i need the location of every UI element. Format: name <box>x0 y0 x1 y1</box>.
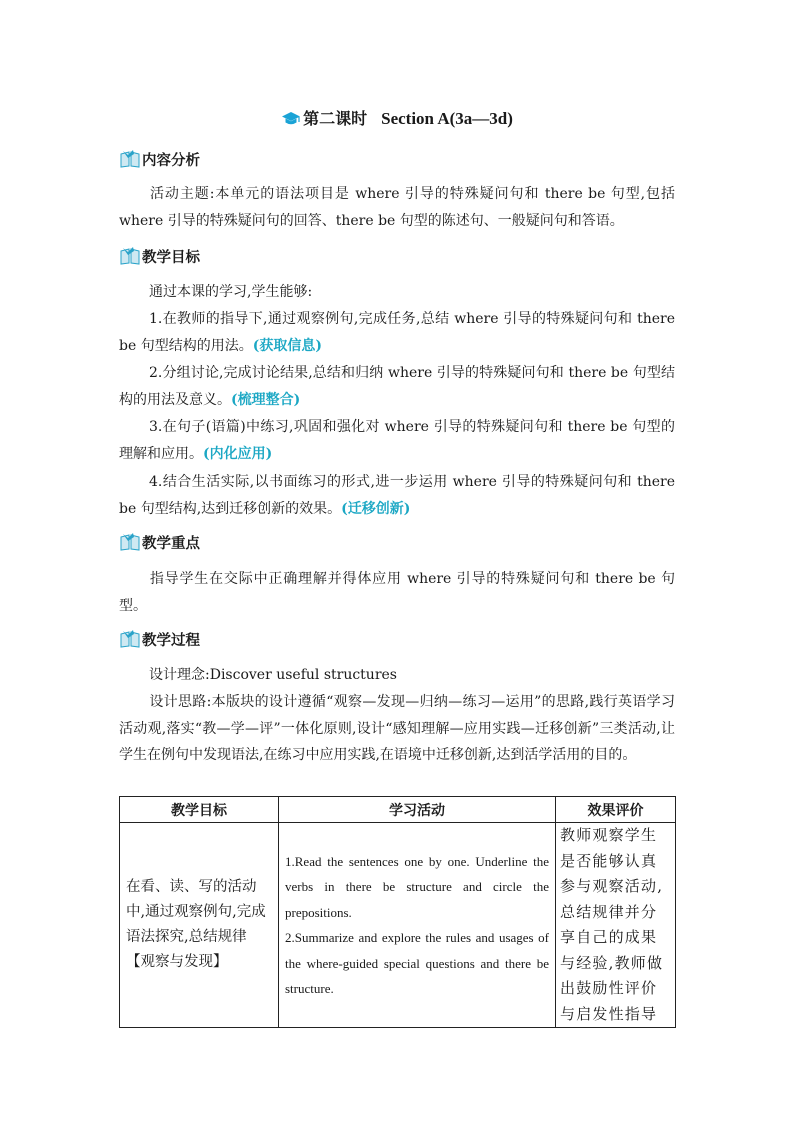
content-analysis-heading <box>120 148 200 170</box>
activity-step-1: 1.Read the sentences one by one. Underline the verbs in there be structure and circle the prepositions. <box>285 853 549 920</box>
goal-tag: (内化应用) <box>203 445 273 462</box>
goal-item-4 <box>119 469 675 522</box>
teaching-goals-heading <box>120 245 200 267</box>
goal-text: 3.在句子(语篇)中练习,巩固和强化对 where 引导的特殊疑问句和 there be 句型的理解和应用。 <box>119 419 675 462</box>
heading-label: 教学重点 <box>142 534 200 552</box>
key-points-text <box>119 566 675 619</box>
goal-text: 1.在教师的指导下,通过观察例句,完成任务,总结 where 引导的特殊疑问句和 there be 句型结构的用法。 <box>119 311 675 354</box>
table-header-row <box>120 797 676 823</box>
book-icon <box>120 247 140 265</box>
design-idea <box>119 689 675 769</box>
header-evaluation: 效果评价 <box>556 797 676 823</box>
heading-label: 内容分析 <box>142 151 200 169</box>
book-icon <box>120 150 140 168</box>
paragraph-text: 设计理念:Discover useful structures <box>149 667 397 683</box>
header-goal: 教学目标 <box>120 797 279 823</box>
graduation-cap-icon <box>281 111 301 127</box>
design-concept <box>119 662 675 689</box>
cell-goal: 在看、读、写的活动中,通过观察例句,完成语法探究,总结规律【观察与发现】 <box>120 823 279 1028</box>
process-heading <box>120 628 200 650</box>
goal-item-3 <box>119 414 675 467</box>
goal-tag: (梳理整合) <box>231 391 301 408</box>
paragraph-text: 设计思路:本版块的设计遵循“观察—发现—归纳—练习—运用”的思路,践行英语学习活动观,落实“教—学—评”一体化原则,设计“感知理解—应用实践—迁移创新”三类活动,让学生在例句中发现语法,在练习中应用实践,在语境中迁移创新,达到活学活用的目的。 <box>119 694 675 763</box>
book-icon <box>120 533 140 551</box>
title-cn: 第二课时 <box>303 109 368 128</box>
cell-activity <box>279 823 556 1028</box>
paragraph-text: 指导学生在交际中正确理解并得体应用 where 引导的特殊疑问句和 there be 句型。 <box>119 571 675 614</box>
activity-table <box>119 796 676 1028</box>
activity-step-2: 2.Summarize and explore the rules and usages of the where-guided special questions and there be structure. <box>285 930 549 996</box>
heading-label: 教学过程 <box>142 631 200 649</box>
goal-tag: (获取信息) <box>252 337 322 354</box>
table-row <box>120 823 676 1028</box>
goal-item-1 <box>119 306 675 359</box>
paragraph-text: 活动主题:本单元的语法项目是 where 引导的特殊疑问句和 there be 句型,包括 where 引导的特殊疑问句的回答、there be 句型的陈述句、一般疑问句和答语。 <box>119 186 675 229</box>
goal-text: 2.分组讨论,完成讨论结果,总结和归纳 where 引导的特殊疑问句和 there be 句型结构的用法及意义。 <box>119 365 675 408</box>
cell-evaluation: 教师观察学生是否能够认真参与观察活动,总结规律并分享自己的成果与经验,教师做出鼓励性评价与启发性指导 <box>556 823 676 1028</box>
paragraph-text: 通过本课的学习,学生能够: <box>149 284 313 300</box>
lesson-title <box>0 106 794 129</box>
heading-label: 教学目标 <box>142 248 200 266</box>
title-en: Section A(3a—3d) <box>381 109 513 128</box>
book-icon <box>120 630 140 648</box>
goals-intro <box>119 279 675 306</box>
content-analysis-text <box>119 181 675 234</box>
goal-text: 4.结合生活实际,以书面练习的形式,进一步运用 where 引导的特殊疑问句和 there be 句型结构,达到迁移创新的效果。 <box>119 474 675 517</box>
goal-tag: (迁移创新) <box>341 500 411 517</box>
key-points-heading <box>120 531 200 553</box>
header-activity: 学习活动 <box>279 797 556 823</box>
goal-item-2 <box>119 360 675 413</box>
